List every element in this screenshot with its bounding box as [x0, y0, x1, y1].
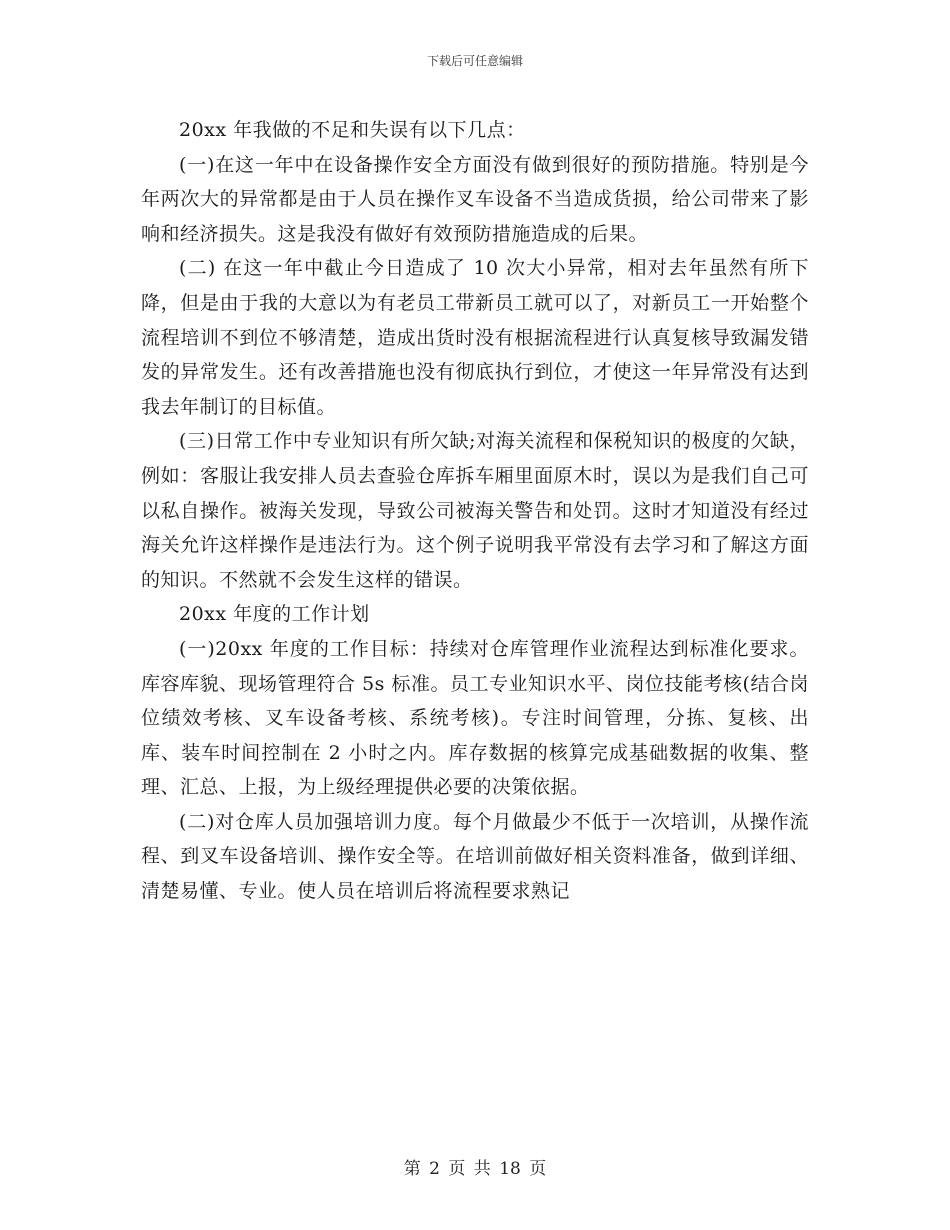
page-header: 下载后可任意编辑 [426, 54, 523, 68]
document-body [141, 113, 809, 909]
paragraph-deficiency-1: (一)在这一年中在设备操作安全方面没有做到很好的预防措施。特别是今年两次大的异常都是由于人员在操作叉车设备不当造成货损，给公司带来了影响和经济损失。这是我没有做好有效预防措施造成的后果。 [141, 153, 809, 245]
page-footer: 第 2 页 共 18 页 [403, 1159, 547, 1179]
paragraph-deficiency-3: (三)日常工作中专业知识有所欠缺;对海关流程和保税知识的极度的欠缺，例如：客服让我安排人员去查验仓库拆车厢里面原木时，误以为是我们自己可以私自操作。被海关发现，导致公司被海关警告和处罚。这时才知道没有经过海关允许这样操作是违法行为。这个例子说明我平常没有去学习和了解这方面的知识。不然就不会发生这样的错误。 [141, 430, 809, 591]
paragraph-deficiencies-intro: 20xx 年我做的不足和失误有以下几点： [179, 119, 526, 141]
paragraph-work-plan-heading: 20xx 年度的工作计划 [179, 603, 370, 626]
paragraph-plan-1: (一)20xx 年度的工作目标：持续对仓库管理作业流程达到标准化要求。库容库貌、现场管理符合 5s 标准。员工专业知识水平、岗位技能考核(结合岗位绩效考核、叉车设备考核、系统考核)。专注时间管理，分拣、复核、出库、装车时间控制在 2 小时之内。库存数据的核算完成基础数据的收集、整理、汇总、上报，为上级经理提供必要的决策依据。 [141, 637, 809, 799]
paragraph-deficiency-2: (二) 在这一年中截止今日造成了 10 次大小异常，相对去年虽然有所下降，但是由于我的大意以为有老员工带新员工就可以了，对新员工一开始整个流程培训不到位不够清楚，造成出货时没有根据流程进行认真复核导致漏发错发的异常发生。还有改善措施也没有彻底执行到位，才使这一年异常没有达到我去年制订的目标值。 [141, 257, 809, 418]
paragraph-plan-2: (二)对仓库人员加强培训力度。每个月做最少不低于一次培训，从操作流程、到叉车设备培训、操作安全等。在培训前做好相关资料准备，做到详细、清楚易懂、专业。使人员在培训后将流程要求熟记 [141, 810, 809, 903]
